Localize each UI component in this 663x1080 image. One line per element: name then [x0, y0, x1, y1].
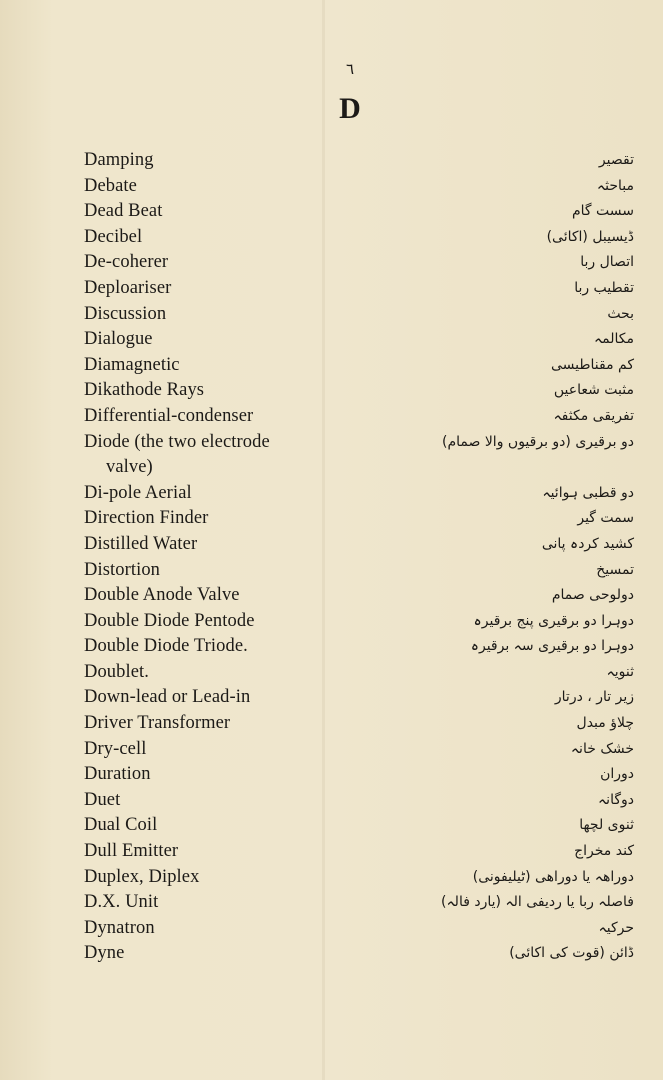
urdu-translation: دوہرا دو برقیری سہ برقیرہ: [470, 638, 634, 655]
glossary-entry: [84, 225, 644, 251]
glossary-entry: [84, 660, 644, 686]
english-term-text: Dyne: [84, 943, 125, 964]
english-term-text: Dynatron: [84, 917, 155, 938]
glossary-entry: [84, 199, 644, 225]
english-term-text: Diamagnetic: [84, 354, 180, 375]
english-term-continuation: valve): [106, 457, 153, 478]
urdu-translation: دو برقیری (دو برقیوں والا صمام): [442, 433, 634, 450]
urdu-translation: فاصلہ ربا یا ردیفی الہ (یارد فالہ): [441, 894, 634, 911]
glossary-entry: [84, 711, 644, 737]
glossary-entry: [84, 634, 644, 660]
english-term-text: Dead Beat: [84, 201, 163, 222]
page-number: ٦: [345, 60, 355, 78]
english-term-text: Dialogue: [84, 329, 153, 350]
english-term-text: De-coherer: [84, 252, 169, 273]
glossary-entry: [84, 327, 644, 353]
urdu-translation: دوران: [600, 766, 634, 783]
english-term: [84, 225, 324, 251]
glossary-list: [84, 148, 644, 967]
english-term-text: Distortion: [84, 559, 161, 580]
english-term: [84, 353, 324, 379]
glossary-entry: [84, 506, 644, 532]
urdu-translation: دوہرا دو برقیری پنج برقیرہ: [473, 612, 634, 629]
glossary-entry: [84, 813, 644, 839]
english-term-text: Damping: [84, 150, 154, 170]
english-term: [84, 174, 324, 200]
english-term-text: Decibel: [84, 226, 143, 247]
glossary-entry: [84, 404, 644, 430]
english-term: [84, 199, 324, 225]
english-term-text: Double Anode Valve: [84, 585, 240, 606]
english-term-text: Debate: [84, 175, 137, 196]
english-term-text: Doublet.: [84, 661, 150, 682]
urdu-translation: مثبت شعاعیں: [553, 382, 634, 399]
english-term: [84, 865, 324, 891]
english-term: [84, 302, 324, 328]
glossary-entry: [84, 737, 644, 763]
urdu-translation: چلاؤ مبدل: [576, 715, 634, 732]
glossary-entry: [84, 762, 644, 788]
english-term-text: Driver Transformer: [84, 713, 231, 734]
english-term: [84, 737, 324, 763]
english-term-text: Dual Coil: [84, 815, 158, 836]
urdu-translation: دوگانہ: [597, 791, 634, 808]
urdu-translation: بحث: [607, 305, 634, 322]
english-term: [84, 404, 324, 430]
glossary-entry: [84, 174, 644, 200]
english-term-text: Discussion: [84, 303, 167, 324]
glossary-entry: [84, 609, 644, 635]
urdu-translation: ڈائن (قوت کی اکائی): [509, 945, 634, 962]
glossary-entry: [84, 250, 644, 276]
english-term: [84, 813, 324, 839]
urdu-translation: ڈیسیبل (اکائی): [546, 228, 634, 245]
english-term: [84, 532, 324, 558]
english-term-text: Duplex, Diplex: [84, 866, 200, 887]
urdu-translation: کشید کردہ پانی: [541, 535, 634, 552]
english-term-text: Distilled Water: [84, 533, 198, 554]
english-term-text: Direction Finder: [84, 508, 209, 529]
urdu-translation: اتصال ربا: [580, 254, 634, 271]
english-term: [84, 890, 324, 916]
section-heading: D: [339, 92, 361, 125]
english-term: [84, 430, 324, 481]
english-term: [84, 839, 324, 865]
english-term: [84, 609, 324, 635]
english-term: [84, 327, 324, 353]
urdu-translation: دو قطبی ہوائیہ: [542, 484, 634, 501]
english-term: [84, 916, 324, 942]
english-term-text: Dikathode Rays: [84, 380, 205, 401]
glossary-entry: [84, 276, 644, 302]
english-term-text: Down-lead or Lead-in: [84, 687, 251, 708]
english-term: [84, 634, 324, 660]
urdu-translation: مکالمہ: [593, 331, 634, 348]
urdu-translation: ثنوی لچھا: [579, 817, 634, 834]
english-term-text: D.X. Unit: [84, 892, 159, 913]
glossary-entry: [84, 353, 644, 379]
glossary-entry: [84, 941, 644, 967]
urdu-translation: تمسیخ: [596, 561, 634, 578]
english-term: [84, 660, 324, 686]
glossary-entry: [84, 378, 644, 404]
urdu-translation: سست گام: [571, 203, 634, 220]
glossary-entry: [84, 916, 644, 942]
urdu-translation: تفریقی مکثفہ: [553, 407, 634, 424]
urdu-translation: دولوحی صمام: [551, 587, 634, 604]
glossary-entry: [84, 148, 644, 174]
english-term: [84, 378, 324, 404]
english-term-text: Diode (the two electrode: [84, 431, 270, 452]
glossary-entry: [84, 583, 644, 609]
urdu-translation: کند مخراج: [574, 843, 634, 860]
urdu-translation: کم مقناطیسی: [550, 356, 634, 373]
urdu-translation: مباحثہ: [596, 177, 634, 194]
english-term: [84, 276, 324, 302]
urdu-translation: دوراھہ یا دوراھی (ٹیلیفونی): [472, 868, 634, 885]
glossary-entry: [84, 685, 644, 711]
glossary-entry: [84, 788, 644, 814]
urdu-translation: تقطیب ربا: [574, 279, 634, 296]
english-term-text: Differential-condenser: [84, 405, 254, 426]
urdu-translation: تقصیر: [598, 152, 634, 168]
glossary-entry: [84, 839, 644, 865]
urdu-translation: خشک خانہ: [570, 740, 634, 757]
glossary-entry: [84, 865, 644, 891]
glossary-entry: [84, 302, 644, 328]
english-term-text: Double Diode Triode.: [84, 636, 248, 657]
english-term: [84, 685, 324, 711]
english-term: [84, 558, 324, 584]
english-term: [84, 250, 324, 276]
english-term: [84, 788, 324, 814]
urdu-translation: زیر تار ، درتار: [554, 689, 634, 706]
english-term-text: Di-pole Aerial: [84, 482, 192, 503]
english-term-text: Dull Emitter: [84, 841, 179, 862]
english-term-text: Duration: [84, 764, 151, 785]
glossary-entry: [84, 890, 644, 916]
english-term-text: Duet: [84, 789, 121, 810]
english-term: [84, 583, 324, 609]
glossary-entry: [84, 481, 644, 507]
english-term: [84, 941, 324, 967]
glossary-entry: [84, 558, 644, 584]
english-term: [84, 148, 324, 174]
glossary-entry: [84, 532, 644, 558]
urdu-translation: ثنویہ: [606, 663, 634, 680]
urdu-translation: حرکیہ: [598, 919, 634, 936]
glossary-entry: [84, 430, 644, 481]
english-term: [84, 762, 324, 788]
english-term-text: Double Diode Pentode: [84, 610, 255, 631]
english-term: [84, 481, 324, 507]
english-term: [84, 711, 324, 737]
english-term: [84, 506, 324, 532]
english-term-text: Dry-cell: [84, 738, 147, 759]
urdu-translation: سمت گیر: [577, 510, 634, 527]
english-term-text: Deploariser: [84, 277, 172, 298]
